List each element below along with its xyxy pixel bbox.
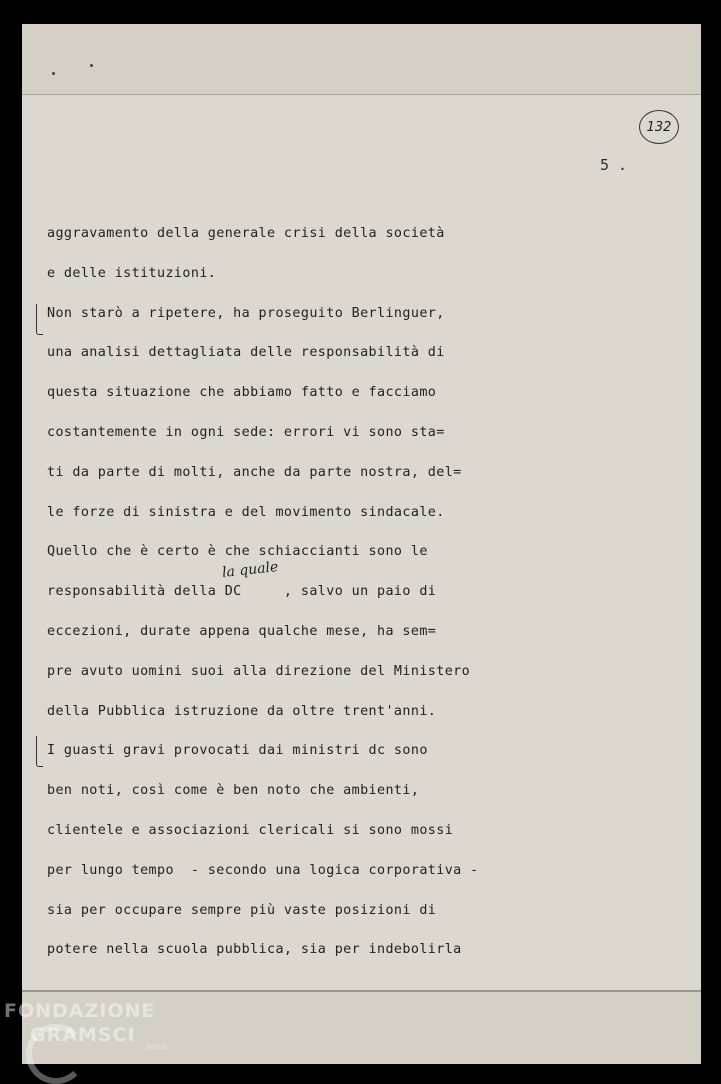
text-line: sia per occupare sempre più vaste posizioni di (47, 902, 437, 918)
text-line: potere nella scuola pubblica, sia per indebolirla (47, 942, 462, 958)
text-line: ben noti, così come è ben noto che ambienti, (47, 783, 420, 799)
paper-speck (52, 72, 55, 75)
text-line: una analisi dettagliata delle responsabilità di (47, 345, 445, 361)
top-paper-strip (22, 24, 701, 95)
watermark-line2: GRAMSCI (30, 1024, 136, 1046)
text-line: pre avuto uomini suoi alla direzione del Ministero (47, 663, 471, 679)
document-page (22, 24, 701, 1064)
archive-stamp: 132 (639, 110, 679, 144)
text-line: le forze di sinistra e del movimento sindacale. (47, 504, 445, 520)
text-line: per lungo tempo - secondo una logica corporativa - (47, 862, 479, 878)
text-line: aggravamento della generale crisi della società (47, 226, 445, 241)
handwritten-annotation: la quale (221, 559, 280, 581)
margin-bracket (36, 304, 43, 335)
page-number: 5 . (600, 156, 628, 174)
text-line: clientele e associazioni clericali si sono mossi (47, 822, 454, 838)
text-line: eccezioni, durate appena qualche mese, ha sem= (47, 623, 437, 639)
watermark-line1: FONDAZIONE (4, 1000, 156, 1022)
margin-bracket (36, 736, 43, 767)
text-line: e delle istituzioni. (47, 265, 217, 281)
text-line: della Pubblica istruzione da oltre trent'anni. (47, 703, 437, 719)
text-line: Non starò a ripetere, ha proseguito Berlinguer, (47, 305, 445, 321)
watermark-logo (4, 1000, 167, 1051)
text-line: questa situazione che abbiamo fatto e facciamo (47, 385, 437, 401)
typed-text-body (47, 222, 647, 978)
text-line: Quello che è certo è che schiaccianti sono le (47, 544, 428, 560)
watermark-line3: onlus (146, 1042, 168, 1051)
text-line: responsabilità della DC , salvo un paio di (47, 584, 437, 600)
text-line: ti da parte di molti, anche da parte nostra, del= (47, 464, 462, 480)
text-line: costantemente in ogni sede: errori vi sono sta= (47, 424, 445, 440)
text-line: I guasti gravi provocati dai ministri dc sono (47, 743, 428, 759)
paper-speck (90, 64, 93, 67)
